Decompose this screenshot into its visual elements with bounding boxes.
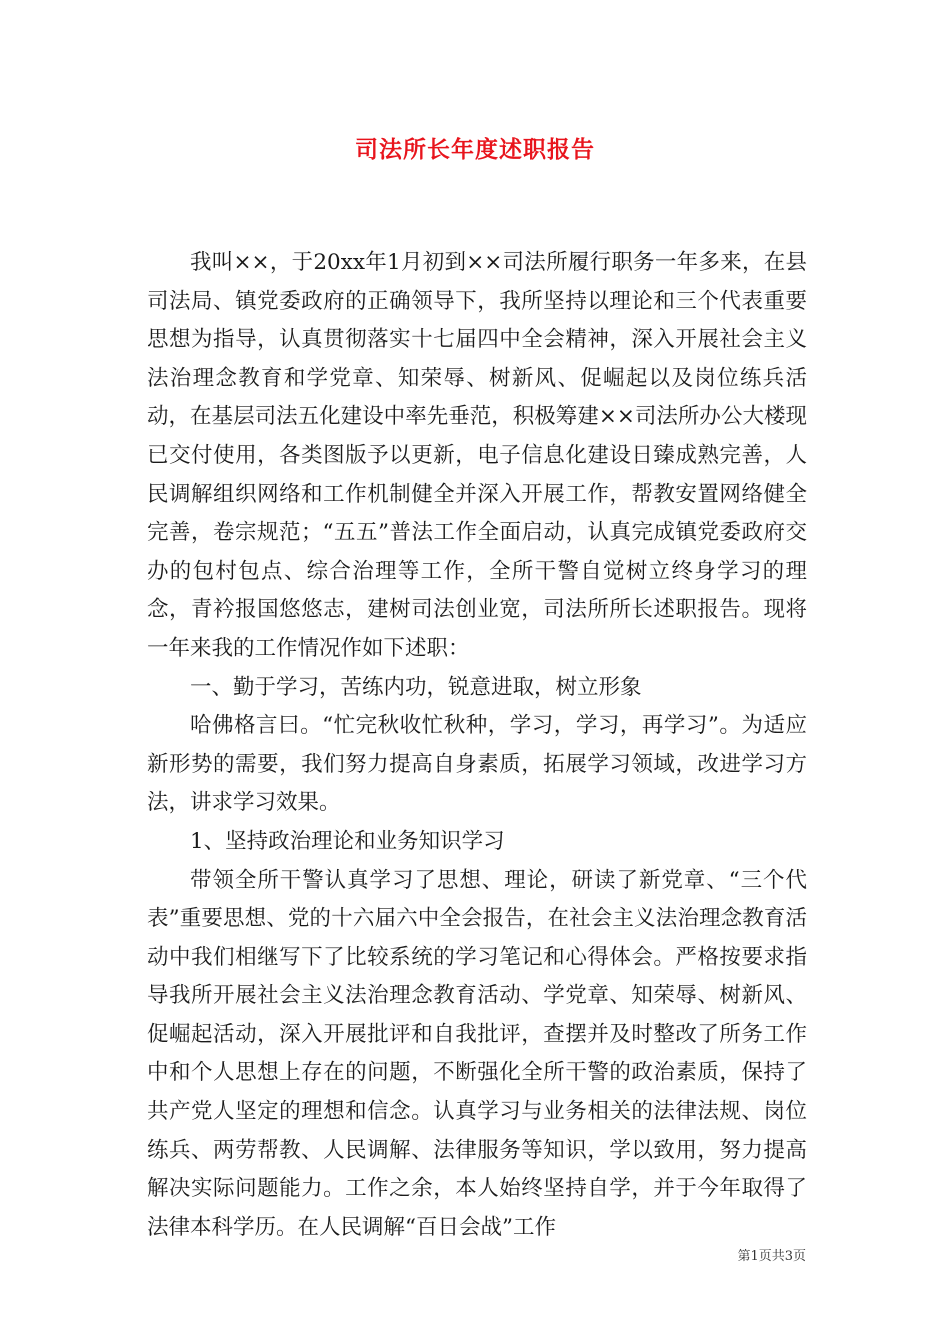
- study-paragraph: 带领全所干警认真学习了思想、理论，研读了新党章、“三个代表”重要思想、党的十六届六中全会报告，在社会主义法治理念教育活动中我们相继写下了比较系统的学习笔记和心得体会。严格按要求指导我所开展社会主义法治理念教育活动、学党章、知荣辱、树新风、促崛起活动，深入开展批评和自我批评，查摆并及时整改了所务工作中和个人思想上存在的问题，不断强化全所干警的政治素质，保持了共产党人坚定的理想和信念。认真学习与业务相关的法律法规、岗位练兵、两劳帮教、人民调解、法律服务等知识，学以致用，努力提高解决实际问题能力。工作之余，本人始终坚持自学，并于今年取得了法律本科学历。在人民调解“百日会战”工作: [147, 867, 807, 1240]
- document-title: 司法所长年度述职报告: [355, 136, 595, 163]
- intro-paragraph: 我叫××，于20xx年1月初到××司法所履行职务一年多来，在县司法局、镇党委政府的正确领导下，我所坚持以理论和三个代表重要思想为指导，认真贯彻落实十七届四中全会精神，深入开展社会主义法治理念教育和学党章、知荣辱、树新风、促崛起以及岗位练兵活动，在基层司法五化建设中率先垂范，积极筹建××司法所办公大楼现已交付使用，各类图版予以更新，电子信息化建设日臻成熟完善，人民调解组织网络和工作机制健全并深入开展工作，帮教安置网络健全完善，卷宗规范；“五五”普法工作全面启动，认真完成镇党委政府交办的包村包点、综合治理等工作，全所干警自觉树立终身学习的理念，青衿报国悠悠志，建树司法创业宽，司法所所长述职报告。现将一年来我的工作情况作如下述职：: [147, 250, 807, 661]
- document-body: [147, 244, 807, 1247]
- subsection-heading-1: 1、坚持政治理论和业务知识学习: [190, 828, 505, 854]
- page-number: 第1页共3页: [737, 1249, 806, 1264]
- quote-paragraph: 哈佛格言曰。“忙完秋收忙秋种，学习，学习，再学习”。为适应新形势的需要，我们努力提高自身素质，拓展学习领域，改进学习方法，讲求学习效果。: [147, 713, 807, 816]
- section-heading-1: 一、勤于学习，苦练内功，锐意进取，树立形象: [190, 674, 642, 700]
